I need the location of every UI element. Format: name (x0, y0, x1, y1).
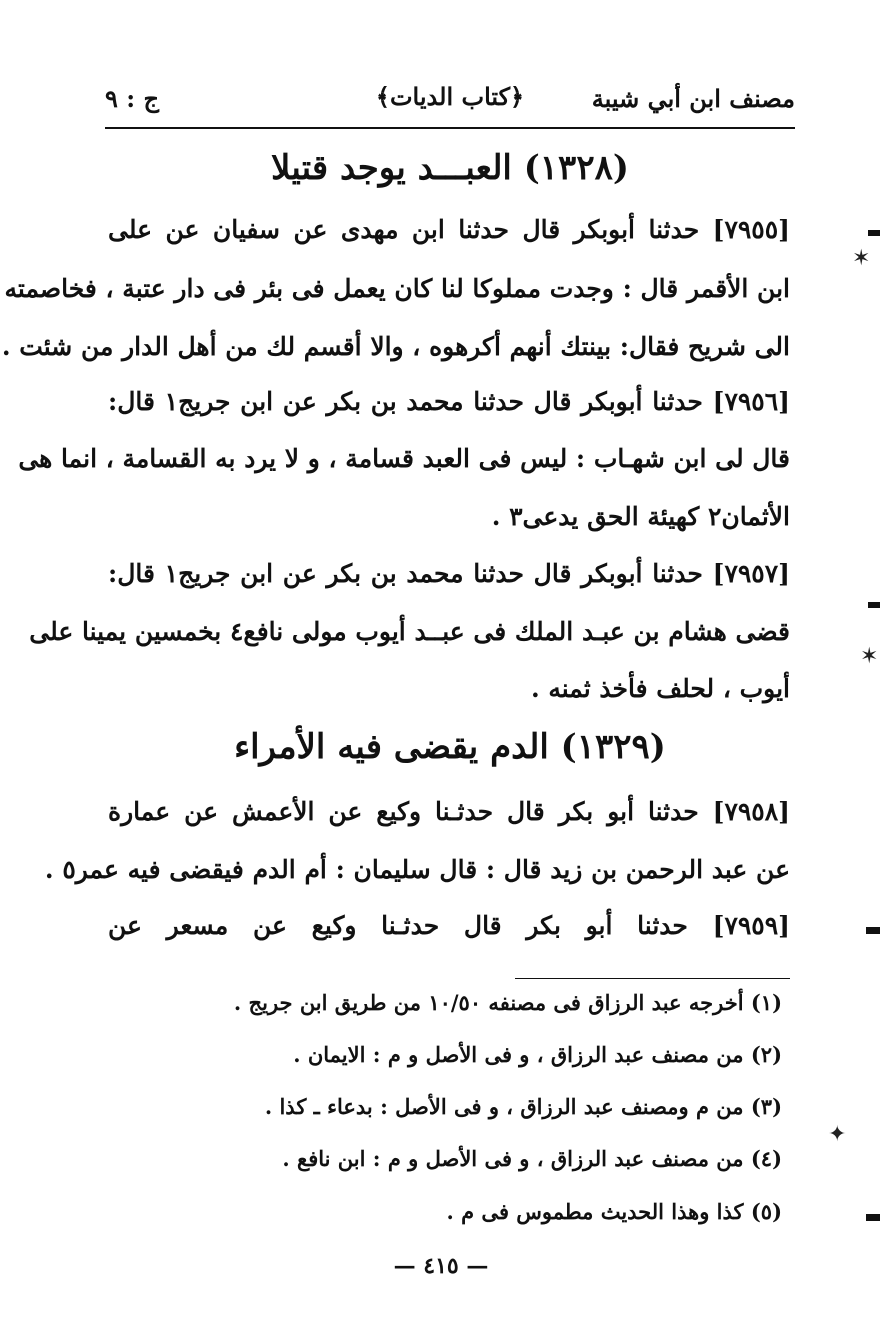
footnote: (١) أخرجه عبد الرزاق فى مصنفه ١٠/٥٠ من طريق ابن جريج . (233, 990, 782, 1015)
text-line: الأثمان٢ كهيئة الحق يدعى٣ . (491, 502, 790, 531)
text-line: [٧٩٥٨] حدثنا أبو بكر قال حدثـنا وكيع عن الأعمش عن عمارة (108, 797, 790, 826)
footnote: (٢) من مصنف عبد الرزاق ، و فى الأصل و م : الايمان . (293, 1042, 782, 1067)
scan-margin-mark (868, 602, 880, 608)
scan-margin-mark (868, 230, 880, 236)
text-line: [٧٩٥٦] حدثنا أبوبكر قال حدثنا محمد بن بكر عن ابن جريج١ قال: (108, 387, 790, 416)
text-line: [٧٩٥٥] حدثنا أبوبكر قال حدثنا ابن مهدى عن سفيان عن على (108, 215, 790, 244)
chapter-title: ﴿كتاب الديات﴾ (375, 82, 525, 111)
header-rule (105, 127, 795, 129)
book-title: مصنف ابن أبي شيبة (591, 84, 795, 113)
scan-asterisk-mark: ✶ (852, 246, 871, 271)
text-line: [٧٩٥٧] حدثنا أبوبكر قال حدثنا محمد بن بكر عن ابن جريج١ قال: (108, 559, 790, 588)
text-line: ابن الأقمر قال : وجدت مملوكا لنا كان يعمل فى بئر فى دار عتبة ، فخاصمته (4, 274, 790, 303)
scan-asterisk-mark: ✦ (828, 1122, 847, 1147)
text-line: قضى هشام بن عبـد الملك فى عبــد أيوب مولى نافع٤ بخمسين يمينا على (29, 617, 790, 646)
running-header (105, 74, 795, 124)
footnote: (٥) كذا وهذا الحديث مطموس فى م . (446, 1199, 782, 1224)
footnote: (٣) من م ومصنف عبد الرزاق ، و فى الأصل : بدعاء ـ كذا . (264, 1094, 782, 1119)
scan-margin-mark (866, 1214, 880, 1221)
text-line: عن عبد الرحمن بن زيد قال : قال سليمان : أم الدم فيقضى فيه عمر٥ . (44, 855, 790, 884)
text-line: الى شريح فقال: بينتك أنهم أكرهوه ، والا أقسم لك من أهل الدار من شئت . (1, 332, 790, 361)
text-line: أيوب ، لحلف فأخذ ثمنه . (530, 674, 790, 703)
scan-margin-mark (866, 927, 880, 934)
text-line: [٧٩٥٩] حدثنا أبو بكر قال حدثـنا وكيع عن مسعر عن (108, 911, 790, 940)
section-heading: (١٣٢٩) الدم يقضى فيه الأمراء (234, 727, 666, 767)
volume-number: ج : ٩ (105, 84, 159, 113)
page-number: — ٤١٥ — (393, 1253, 489, 1279)
footnote: (٤) من مصنف عبد الرزاق ، و فى الأصل و م : ابن نافع . (282, 1146, 782, 1171)
scan-asterisk-mark: ✶ (860, 644, 879, 669)
footnote-rule (515, 978, 790, 979)
section-heading: (١٣٢٨) العبـــد يوجد قتيلا (271, 148, 629, 188)
text-line: قال لى ابن شهـاب : ليس فى العبد قسامة ، و لا يرد به القسامة ، انما هى (18, 444, 790, 473)
